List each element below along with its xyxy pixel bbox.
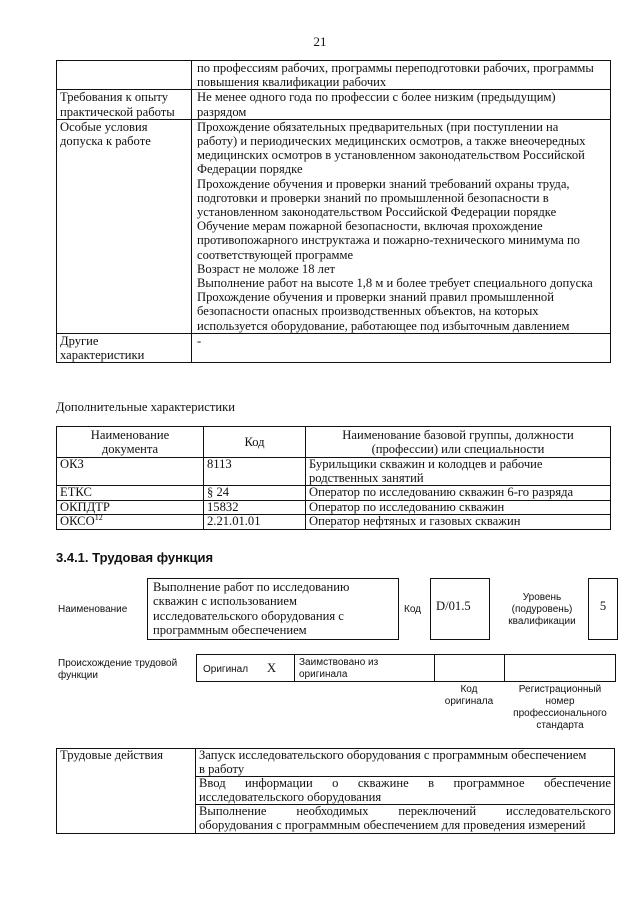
origin-row [196, 654, 616, 682]
value-line: безопасности опасных производственных объектов, на которых [197, 304, 539, 319]
classifier-document [57, 458, 204, 486]
requirements-label [57, 333, 192, 362]
classifier-name [306, 500, 611, 515]
labour-action [196, 777, 615, 805]
function-name-box: Выполнение работ по исследованию скважин с использованием исследовательского оборудования с программным обеспечением [147, 578, 399, 640]
classifier-row [57, 500, 611, 515]
borrowed-label: Заимствовано из оригинала [299, 657, 379, 680]
labour-action-line: Ввод информации о скважине в программное обеспечение [199, 776, 611, 791]
labour-action-line: исследовательского оборудования [199, 789, 382, 804]
document-name: ОКСО [60, 514, 95, 529]
requirements-row [57, 90, 611, 119]
origin-code-label: Код оригинала [444, 684, 494, 707]
classifier-document [57, 486, 204, 501]
classifier-name [306, 515, 611, 530]
header-code: Код [204, 427, 306, 458]
original-mark: X [267, 661, 277, 675]
level-value-box: 5 [588, 578, 618, 640]
labour-actions-label: Трудовые действия [57, 749, 196, 834]
value-line: подготовки и проверки знаний по промышленной безопасности в [197, 190, 549, 205]
requirements-row [57, 119, 611, 333]
requirements-label [57, 61, 192, 90]
classifier-document [57, 515, 204, 530]
classifier-row [57, 458, 611, 486]
document-name: ЕТКС [60, 485, 92, 500]
labour-action-line: Выполнение необходимых переключений исследовательского [199, 804, 611, 819]
page-number: 21 [313, 34, 327, 49]
classifier-code: 15832 [204, 500, 306, 515]
section-heading: 3.4.1. Трудовая функция [56, 550, 214, 565]
value-line: по профессиям рабочих, программы переподготовки рабочих, программы [197, 61, 594, 75]
labour-action-line: в работу [199, 761, 245, 776]
classifier-name [306, 458, 611, 486]
labour-action [196, 805, 615, 833]
origin-label: Происхождение трудовой функции [58, 658, 178, 681]
classifier-name-line: Бурильщики скважин и колодцев и рабочие [309, 457, 543, 471]
original-label: Оригинал [203, 664, 249, 675]
additional-characteristics-table [56, 426, 611, 530]
classifier-name [306, 486, 611, 501]
value-line: Прохождение обязательных предварительных (при поступлении на [197, 119, 559, 134]
requirements-row [57, 333, 611, 362]
document-name: ОКЗ [60, 457, 84, 471]
footnote-ref: 12 [94, 513, 103, 523]
value-line: медицинских осмотров в установленном законодательством Российской [197, 148, 585, 163]
value-line: установленном законодательством Российской Федерации порядке [197, 205, 557, 220]
label-line: Требования к опыту [60, 90, 168, 105]
function-code-box: D/01.5 [430, 578, 490, 640]
label-line: Другие [60, 333, 99, 348]
classifier-code: 2.21.01.01 [204, 515, 306, 530]
requirements-row [57, 61, 611, 90]
requirements-value [192, 61, 611, 90]
value-line: работу) и периодических медицинских осмотров, а также внеочередных [197, 134, 586, 149]
classifier-name-line: родственных занятий [309, 470, 424, 485]
value-line: - [197, 333, 202, 348]
value-line: Выполнение работ на высоте 1,8 м и более требует специального допуска [197, 276, 593, 291]
header-name: Наименование базовой группы, должности (профессии) или специальности [306, 427, 611, 458]
label-line: Особые условия [60, 119, 148, 134]
value-line: Прохождение обучения и проверки знаний правил промышленной [197, 290, 554, 305]
document-name: ОКПДТР [60, 499, 110, 514]
value-line: Возраст не моложе 18 лет [197, 261, 336, 276]
value-line: используется оборудование, работающее под избыточным давлением [197, 318, 570, 333]
classifier-code: § 24 [204, 486, 306, 501]
value-line: Прохождение обучения и проверки знаний требований охраны труда, [197, 176, 570, 191]
value-line: противопожарного инструктажа и пожарно-технического минимума по [197, 233, 580, 248]
value-line: Федерации порядке [197, 162, 303, 177]
classifier-document [57, 500, 204, 515]
classifier-row [57, 515, 611, 530]
labour-action-row [57, 749, 615, 777]
value-line: Обучение мерам пожарной безопасности, включая прохождение [197, 219, 543, 234]
reg-number-label: Регистрационный номер профессионального стандарта [513, 684, 607, 731]
labour-action-line: оборудования с программным обеспечением для проведения измерений [199, 817, 586, 832]
classifier-row [57, 486, 611, 501]
classifier-code: 8113 [204, 458, 306, 486]
label-line: характеристики [60, 348, 145, 363]
classifier-name-line: Оператор нефтяных и газовых скважин [309, 514, 521, 529]
requirements-label [57, 119, 192, 333]
labour-action-line: Запуск исследовательского оборудования с программным обеспечением [199, 748, 587, 762]
name-label: Наименование [58, 604, 128, 615]
value-line: соответствующей программе [197, 247, 354, 262]
labour-action [196, 749, 615, 777]
level-label: Уровень (подуровень) квалификации [508, 592, 576, 627]
value-line: Не менее одного года по профессии с более низким (предыдущим) [197, 90, 556, 105]
code-label: Код [404, 604, 422, 615]
value-line: разрядом [197, 104, 247, 119]
classifier-name-line: Оператор по исследованию скважин [309, 499, 505, 514]
requirements-value [192, 90, 611, 119]
additional-characteristics-title: Дополнительные характеристики [56, 400, 235, 414]
label-line: допуска к работе [60, 134, 151, 149]
header-document: Наименование документа [57, 427, 204, 458]
label-line: практической работы [60, 104, 175, 119]
requirements-label [57, 90, 192, 119]
labour-actions-table [56, 748, 615, 834]
value-line: повышения квалификации рабочих [197, 75, 387, 90]
requirements-value [192, 119, 611, 333]
classifier-name-line: Оператор по исследованию скважин 6-го разряда [309, 485, 574, 500]
requirements-value [192, 333, 611, 362]
requirements-table [56, 60, 611, 363]
